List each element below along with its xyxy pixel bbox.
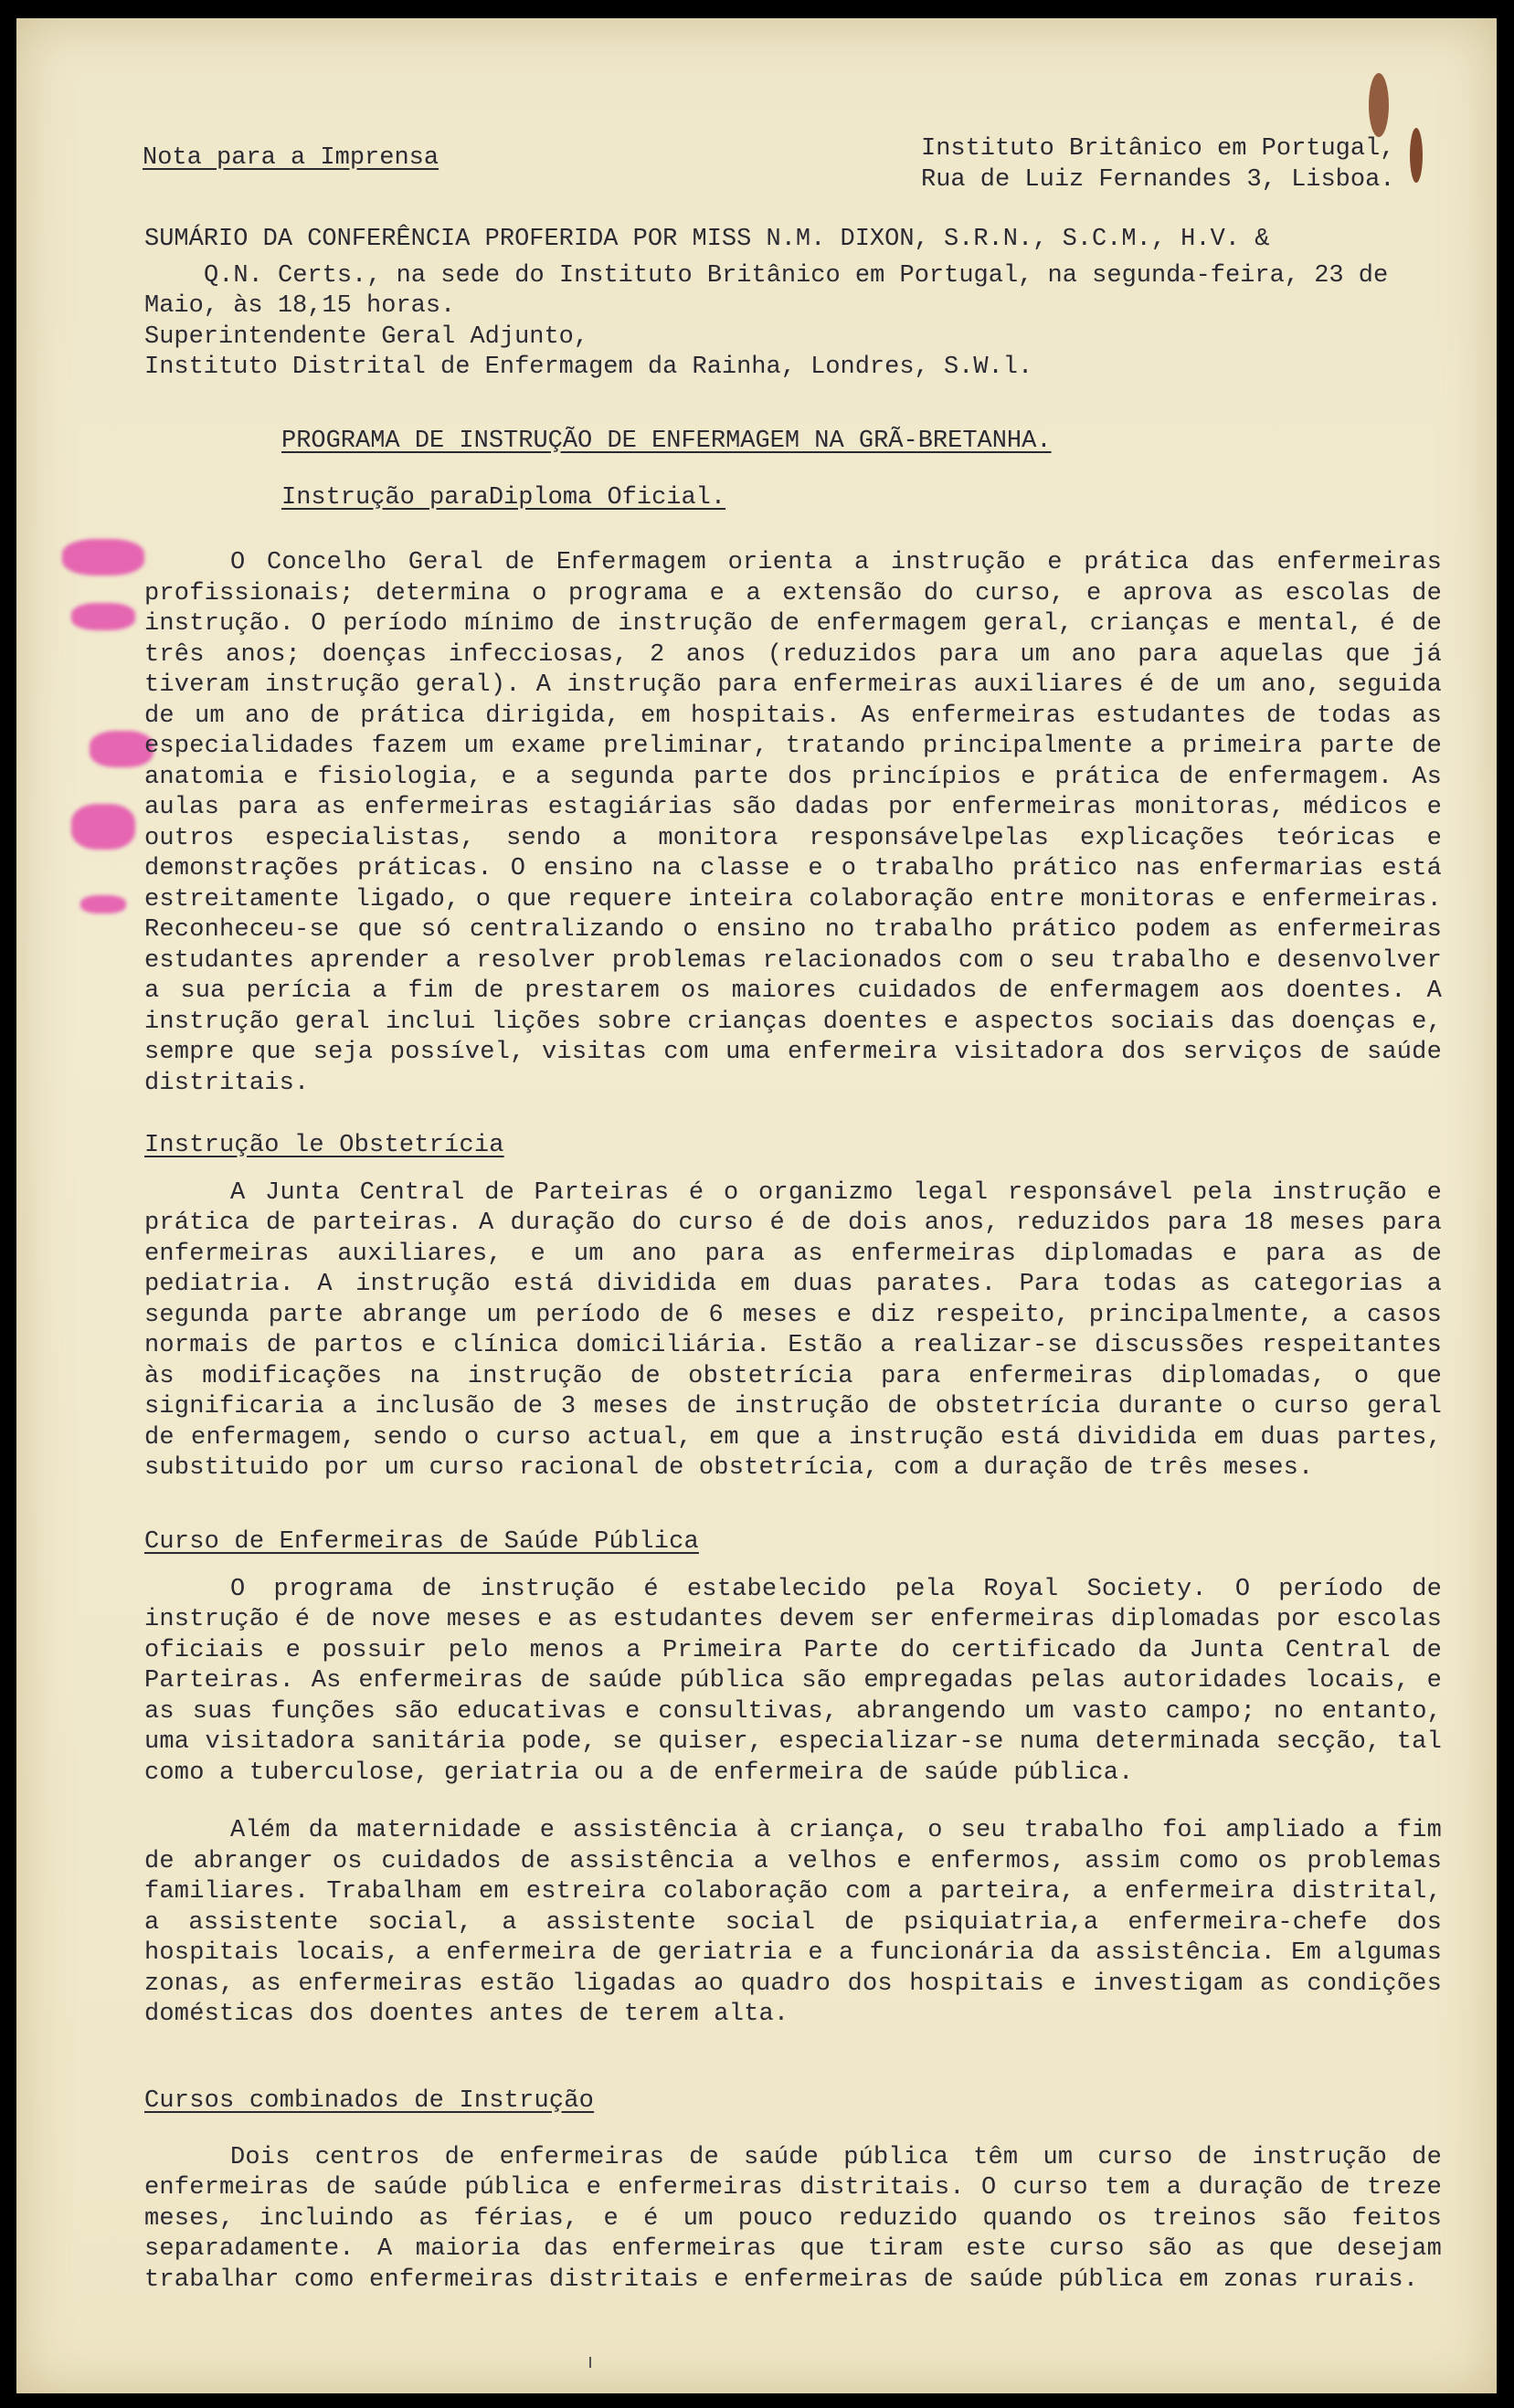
paragraph: O Concelho Geral de Enfermagem orienta a instrução e prática das enfermeiras profissionais; determina o programa e a extensão do curso, e aprova as escolas de instrução. O período mínimo de instrução de enfermagem geral, crianças e mental, é de três anos; doenças infecciosas, 2 anos (reduzidos para um ano para aquelas que já tiveram instrução geral). A instrução para enfermeiras auxiliares é de um ano, seguida de um ano de prática dirigida, em hospitais. As enfermeiras estudantes de todas as especialidades fazem um exame preliminar, tratando principalmente a primeira parte de anatomia e fisiologia, e a segunda parte dos princípios e prática de enfermagem. As aulas para as enfermeiras estagiárias são dadas por enfermeiras monitoras, médicos e outros especialistas, sendo a monitora responsávelpelas explicações teóricas e demonstrações práticas. O ensino na classe e o trabalho prático nas enfermarias está estreitamente ligado, o que requere inteira colaboração entre monitoras e enfermeiras. Reconheceu-se que só centralizando o ensino no trabalho prático podem as enfermeiras estudantes aprender a resolver problemas relacionados com o seu trabalho e desenvolver a sua perícia a fim de prestarem os maiores cuidados de enfermagem aos doentes. A instrução geral inclui lições sobre crianças doentes e aspectos sociais das doenças e, sempre que seja possível, visitas com uma enfermeira visitadora dos serviços de saúde distritais. — [144, 549, 1442, 1097]
title-line-2: Q.N. Certs., na sede do Instituto Britânico em Portugal, na segunda-feira, 23 de Maio, às 18,15 horas. — [144, 261, 1389, 320]
title-line-4: Instituto Distrital de Enfermagem da Rainha, Londres, S.W.l. — [144, 354, 1033, 381]
section-heading-combined: Cursos combinados de Instrução — [144, 2087, 595, 2115]
title-line-3: Superintendente Geral Adjunto, — [144, 322, 589, 351]
section-heading-obstetrics: Instrução le Obstetrícia — [144, 1132, 504, 1159]
institute-line-1: Instituto Britânico em Portugal, — [921, 135, 1395, 163]
page-tick-mark — [589, 2357, 591, 2368]
title-line-1: SUMÁRIO DA CONFERÊNCIA PROFERIDA POR MISS N.M. DIXON, S.R.N., S.C.M., H.V. & — [144, 226, 1270, 253]
paragraph: O programa de instrução é estabelecido pela Royal Society. O período de instrução é de nove meses e as estudantes devem ser enfermeiras diplomadas por escolas oficiais e possuir pelo menos a Primeira Parte do certificado da Junta Central de Parteiras. As enfermeiras de saúde pública são empregadas pelas autoridades locais, e as suas funções são educativas e consultivas, abrangendo um vasto campo; no entanto, uma visitadora sanitária pode, se quiser, especializar-se numa determinada secção, tal como a tuberculose, geriatria ou a de enfermeira de saúde pública. — [144, 1575, 1442, 1787]
pink-mark — [71, 804, 135, 850]
section-heading-public-health: Curso de Enfermeiras de Saúde Pública — [144, 1528, 699, 1556]
document-page — [16, 18, 1497, 2393]
paragraph: Além da maternidade e assistência à criança, o seu trabalho foi ampliado a fim de abranger os cuidados de assistência a velhos e enfermos, assim como os problemas familiares. Trabalham em estreira colaboração com a parteira, a enfermeira distrital, a assistente social, a assistente social de psiquiatria,a enfermeira-chefe dos hospitais locais, a enfermeira de geriatria e a funcionária da assistência. Em algumas zonas, as enfermeiras estão ligadas ao quadro dos hospitais e investigam as condições domésticas dos doentes antes de terem alta. — [144, 1817, 1442, 2028]
section-heading-diploma: Instrução paraDiploma Oficial. — [281, 484, 726, 512]
pink-mark — [62, 539, 144, 576]
institute-line-2: Rua de Luiz Fernandes 3, Lisboa. — [921, 166, 1395, 194]
paragraph: A Junta Central de Parteiras é o organizmo legal responsável pela instrução e prática de parteiras. A duração do curso é de dois anos, reduzidos para 18 meses para enfermeiras auxiliares, e um ano para as enfermeiras diplomadas e para as de pediatria. A instrução está dividida em duas parates. Para todas as categorias a segunda parte abrange um período de 6 meses e diz respeito, principalmente, a casos normais de partos e clínica domiciliária. Estão a realizar-se discussões respeitantes às modificações na instrução de obstetrícia para enfermeiras diplomadas, o que significaria a inclusão de 3 meses de instrução de obstetrícia durante o curso geral de enfermagem, sendo o curso actual, em que a instrução está dividida em duas partes, substituido por um curso racional de obstetrícia, com a duração de três meses. — [144, 1178, 1442, 1482]
programme-heading: PROGRAMA DE INSTRUÇÃO DE ENFERMAGEM NA GRÃ-BRETANHA. — [281, 428, 1052, 455]
conference-title — [144, 225, 1451, 384]
institute-address — [921, 133, 1433, 195]
press-note-heading: Nota para a Imprensa — [143, 144, 439, 172]
section-combined — [144, 2086, 1442, 2296]
pink-mark — [71, 603, 135, 630]
rust-stain — [1369, 73, 1389, 137]
section-obstetrics — [144, 1131, 1442, 1484]
paragraph: Dois centros de enfermeiras de saúde pública têm um curso de instrução de enfermeiras de saúde pública e enfermeiras distritais. O curso tem a duração de treze meses, incluindo as férias, e é um pouco reduzido quando os treinos são feitos separadamente. A maioria das enfermeiras que tiram este curso são as que desejam trabalhar como enfermeiras distritais e enfermeiras de saúde pública em zonas rurais. — [144, 2143, 1442, 2294]
section-public-health — [144, 1527, 1442, 2031]
pink-mark — [80, 895, 126, 914]
section-body-diploma — [144, 548, 1442, 1099]
